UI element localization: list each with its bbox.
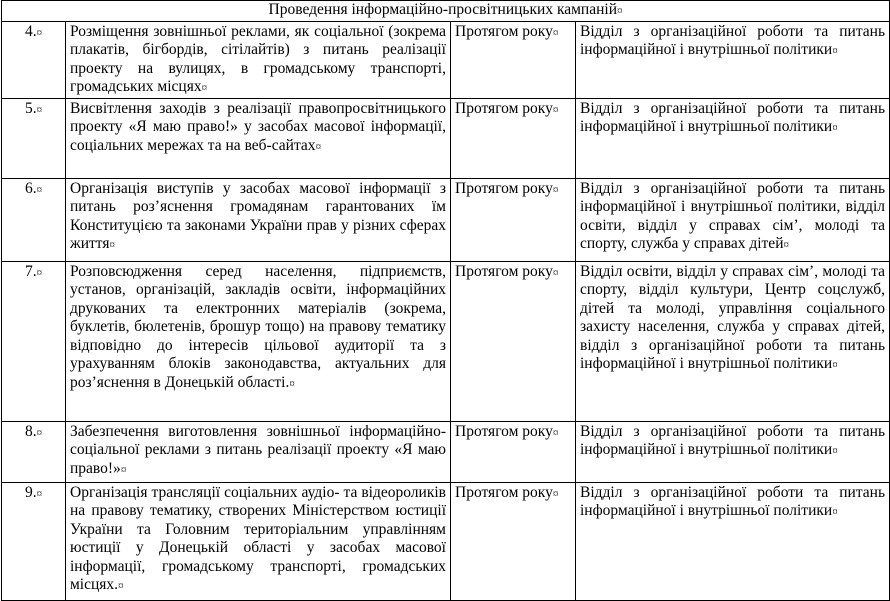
row-number: 8. — [24, 422, 37, 440]
responsible-cell — [576, 482, 890, 600]
row-number: 6. — [24, 179, 37, 197]
responsible-cell — [576, 261, 890, 421]
measure-cell — [66, 98, 451, 178]
term-text: Протягом року — [455, 262, 553, 280]
row-number-cell — [2, 482, 66, 600]
row-number: 5. — [24, 99, 37, 117]
responsible-cell — [576, 98, 890, 178]
cell-end-mark: ¤ — [552, 266, 559, 279]
term-text: Протягом року — [455, 179, 553, 197]
table-row — [2, 482, 890, 600]
measure-text: Розміщення зовнішньої реклами, як соціальної (зокрема плакатів, бігбордів, сітілайтів) з питань реалізації проекту на вулицях, в громадському транспорті, громадських місцях — [70, 22, 446, 95]
cell-end-mark: ¤ — [109, 239, 115, 251]
cell-end-mark: ¤ — [36, 183, 43, 196]
cell-end-mark: ¤ — [36, 103, 43, 116]
cell-end-mark: ¤ — [289, 377, 295, 390]
cell-end-mark: ¤ — [118, 580, 124, 592]
cell-end-mark: ¤ — [201, 82, 208, 94]
term-text: Протягом року — [455, 99, 553, 117]
cell-end-mark: ¤ — [120, 463, 127, 476]
term-cell — [451, 21, 576, 98]
cell-end-mark: ¤ — [552, 426, 559, 439]
row-number-cell — [2, 98, 66, 178]
table-row — [2, 261, 890, 421]
cell-end-mark: ¤ — [552, 103, 559, 116]
table-row — [2, 421, 890, 482]
cell-end-mark: ¤ — [315, 140, 322, 153]
cell-end-mark: ¤ — [832, 122, 838, 134]
row-number-cell — [2, 21, 66, 98]
cell-end-mark: ¤ — [552, 487, 559, 500]
cell-end-mark: ¤ — [617, 5, 623, 17]
term-cell — [451, 482, 576, 600]
cell-end-mark: ¤ — [832, 45, 838, 57]
term-cell — [451, 98, 576, 178]
cell-end-mark: ¤ — [832, 506, 838, 518]
term-text: Протягом року — [455, 422, 553, 440]
cell-end-mark: ¤ — [36, 487, 43, 500]
cell-end-mark: ¤ — [552, 183, 559, 196]
row-number-cell — [2, 178, 66, 261]
cell-end-mark: ¤ — [36, 426, 43, 439]
section-header-row — [2, 1, 890, 22]
measure-text: Організація трансляції соціальних аудіо- та відеороликів на правову тематику, створених Міністерством юстиції України та Головним територіальним управлінням юстиції у Донецькій області у засобах масової інформації, громадському транспорті, громадських місцях. — [70, 483, 446, 593]
responsible-text: Відділ з організаційної роботи та питань інформаційної і внутрішньої політики — [580, 483, 886, 519]
term-text: Протягом року — [455, 483, 553, 501]
responsible-cell — [576, 421, 890, 482]
measure-text: Висвітлення заходів з реалізації правопросвітницького проекту «Я маю право!» у засобах масової інформації, соціальних мережах та на веб-сайтах — [70, 99, 446, 154]
measure-text: Забезпечення виготовлення зовнішньої інформаційно-соціальної реклами з питань реалізації проекту «Я маю право!» — [70, 422, 446, 477]
responsible-text: Відділ з організаційної роботи та питань інформаційної і внутрішньої політики — [580, 99, 886, 135]
table-row — [2, 98, 890, 178]
row-number: 4. — [24, 22, 37, 40]
measure-cell — [66, 482, 451, 600]
responsible-text: Відділ освіти, відділ у справах сім’, молоді та спорту, відділ культури, Центр соцслужб, дітей та молоді, управління соціального захисту населення, служба у справах дітей, відділ з організаційної роботи та питань інформаційної і внутрішньої політики — [580, 262, 886, 372]
measure-cell — [66, 178, 451, 261]
section-title: Проведення інформаційно-просвітницьких кампаній — [268, 1, 618, 18]
cell-end-mark: ¤ — [36, 266, 43, 279]
table-row — [2, 21, 890, 98]
cell-end-mark: ¤ — [552, 26, 559, 39]
row-number: 7. — [24, 262, 37, 280]
measures-table — [1, 0, 890, 601]
measure-cell — [66, 21, 451, 98]
term-text: Протягом року — [455, 22, 553, 40]
responsible-cell — [576, 178, 890, 261]
cell-end-mark: ¤ — [36, 26, 43, 39]
term-cell — [451, 421, 576, 482]
responsible-text: Відділ з організаційної роботи та питань інформаційної і внутрішньої політики — [580, 422, 886, 458]
cell-end-mark: ¤ — [783, 239, 789, 251]
row-number-cell — [2, 421, 66, 482]
responsible-cell — [576, 21, 890, 98]
table-row — [2, 178, 890, 261]
responsible-text: Відділ з організаційної роботи та питань інформаційної і внутрішньої політики — [580, 22, 886, 58]
term-cell — [451, 178, 576, 261]
measure-text: Організація виступів у засобах масової інформації з питань роз’яснення громадянам гарантованих їм Конституцією та законами України прав у різних сферах життя — [70, 179, 446, 252]
measure-text: Розповсюдження серед населення, підприємств, установ, організацій, закладів освіти, інформаційних друкованих та електронних матеріалів (зокрема, буклетів, бюлетенів, брошур тощо) на правову тематику відповідно до інтересів цільової аудиторії та з урахуванням блоків законодавства, актуальних для роз’яснення в Донецькій області. — [70, 262, 446, 391]
measure-cell — [66, 421, 451, 482]
cell-end-mark: ¤ — [832, 445, 838, 457]
section-title-cell — [2, 1, 890, 22]
measure-cell — [66, 261, 451, 421]
term-cell — [451, 261, 576, 421]
row-number-cell — [2, 261, 66, 421]
responsible-text: Відділ з організаційної роботи та питань інформаційної і внутрішньої політики, відділ освіти, відділ у справах сім’, молоді та спорту, служба у справах дітей — [580, 179, 886, 252]
row-number: 9. — [24, 483, 37, 501]
cell-end-mark: ¤ — [832, 359, 838, 371]
